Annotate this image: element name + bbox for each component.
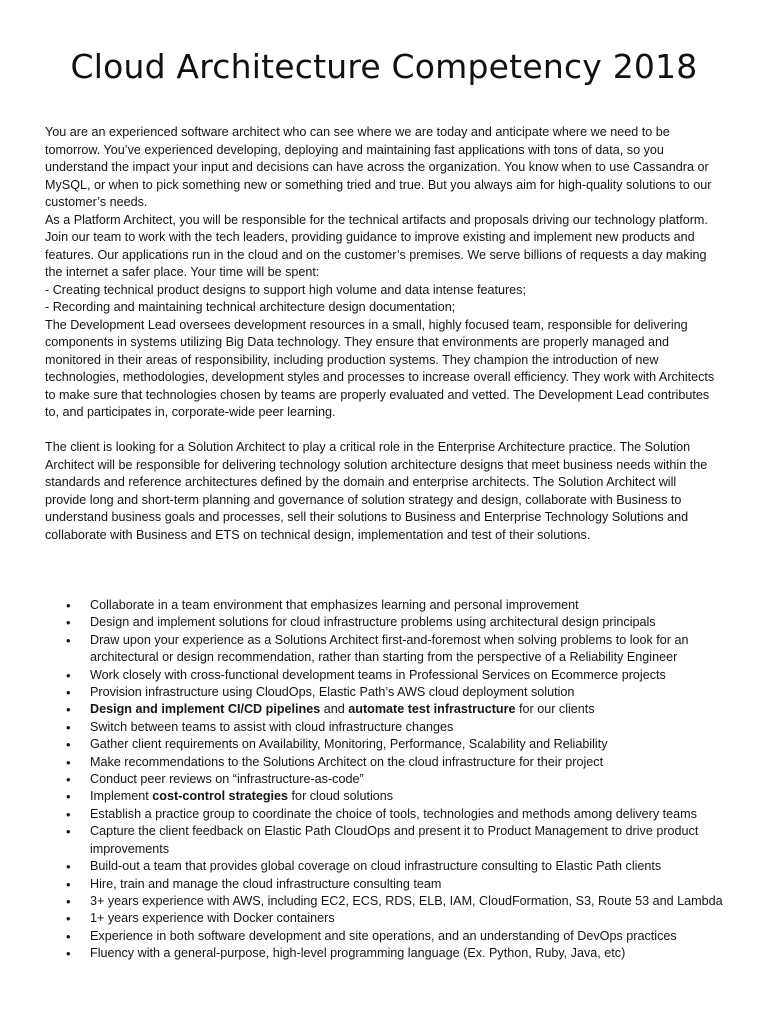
text-line: understand the impact your input and decisions can have across the organization. You know when to use Cassandra or [45,160,709,174]
list-item-line: Collaborate in a team environment that emphasizes learning and personal improvement [90,598,579,612]
bold-text: cost-control strategies [152,789,289,804]
list-item-line: Switch between teams to assist with cloud infrastructure changes [90,719,454,734]
text-line: collaborate with Business and ETS on technical design, implementation and test of their solutions. [45,527,591,542]
text-line: The Development Lead oversees development resources in a small, highly focused team, responsible for delivering [45,317,688,332]
text-span: Implement [90,789,153,804]
list-item [45,806,725,823]
text-line: - Creating technical product designs to support high volume and data intense features; [45,282,526,297]
bullet-icon: • [66,737,71,753]
list-item-line: Make recommendations to the Solutions Architect on the cloud infrastructure for their project [90,754,604,769]
document-title: Cloud Architecture Competency 2018 [70,47,698,86]
list-item-line: architectural or design recommendation, rather than starting from the perspective of a Reliability Engineer [90,650,678,665]
bullet-icon: • [66,928,71,944]
bullet-icon: • [66,946,71,962]
bullet-icon: • [66,911,71,927]
bullet-icon: • [66,806,71,822]
list-item-line: Gather client requirements on Availability, Monitoring, Performance, Scalability and Reliability [90,737,608,752]
list-item-line: improvements [90,841,170,856]
list-item-line: 3+ years experience with AWS, including EC2, ECS, RDS, ELB, IAM, CloudFormation, S3, Route 53 and Lambda [90,893,723,908]
list-item-line: Build-out a team that provides global coverage on cloud infrastructure consulting to Elastic Path clients [90,859,662,874]
text-line: Architect will be responsible for delivering technology solution architecture designs that meet business needs within the [45,457,708,472]
bullet-icon: • [66,754,71,770]
bullet-icon: • [66,719,71,735]
list-item [45,945,725,962]
list-item [45,701,725,718]
text-line: The client is looking for a Solution Architect to play a critical role in the Enterprise Architecture practice. The Solution [45,440,691,454]
list-item [45,893,725,910]
bold-text: Design and implement CI/CD pipelines [90,702,321,717]
text-line: technologies, methodologies, development styles and processes to increase overall efficiency. They work with Architects [45,370,715,384]
text-line: You are an experienced software architect who can see where we are today and anticipate where we need to be [45,125,670,139]
list-item-line: Hire, train and manage the cloud infrastructure consulting team [90,876,442,891]
text-line: - Recording and maintaining technical architecture design documentation; [45,300,456,314]
text-line: As a Platform Architect, you will be responsible for the technical artifacts and proposals driving our technology platform. [45,212,708,227]
list-item [45,928,725,945]
list-item-line: Conduct peer reviews on “infrastructure-as-code” [90,772,364,787]
bullet-icon: • [66,789,71,805]
text-line: components in systems utilizing Big Data technology. They ensure that environments are properly managed and [45,335,669,349]
text-line: Join our team to work with the tech leaders, providing guidance to improve existing and implement new products and [45,230,695,244]
bullet-icon: • [66,876,71,892]
bullet-icon: • [66,615,71,631]
list-item [45,614,725,631]
text-line: monitored in their areas of responsibility, including production systems. They champion the introduction of new [45,352,659,367]
intro-text [45,124,725,544]
list-item [45,771,725,788]
list-item [45,719,725,736]
bullet-icon: • [66,702,71,718]
bold-text: automate test infrastructure [348,702,516,717]
list-item-line: Establish a practice group to coordinate the choice of tools, technologies and methods among delivery teams [90,806,697,821]
list-item [45,858,725,875]
responsibilities-list [45,597,725,963]
bullet-icon: • [66,772,71,788]
text-span: for our clients [515,702,595,717]
list-item [45,632,725,667]
bullet-icon: • [66,632,71,648]
intro-paragraph-2 [45,439,725,544]
bullet-icon: • [66,859,71,875]
list-item [45,684,725,701]
text-line: understand business goals and processes, sell their solutions to Business and Enterprise Technology Solutions and [45,510,689,524]
list-item [45,667,725,684]
list-item-line: Experience in both software development and site operations, and an understanding of DevOps practices [90,928,677,943]
text-line: provide long and short-term planning and governance of solution strategy and design, collaborate with Business to [45,492,682,507]
bullet-icon: • [66,893,71,909]
text-line: customer’s needs. [45,195,148,209]
list-item [45,788,725,805]
list-item-line: Fluency with a general-purpose, high-level programming language (Ex. Python, Ruby, Java, etc) [90,946,626,961]
text-line: to make sure that technologies chosen by teams are properly evaluated and vetted. The Development Lead contributes [45,387,710,402]
text-line: MySQL, or when to pick something new or something tried and true. But you always aim for high-quality solutions to our [45,177,712,192]
list-item-line: 1+ years experience with Docker containers [90,911,335,926]
text-span: for cloud solutions [288,789,394,804]
list-item-line: Draw upon your experience as a Solutions Architect first-and-foremost when solving problems to look for an [90,632,689,647]
list-item-line: Work closely with cross-functional development teams in Professional Services on Ecommerce projects [90,667,666,682]
list-item-line: Capture the client feedback on Elastic Path CloudOps and present it to Product Management to drive product [90,824,699,839]
text-line: features. Our applications run in the cloud and on the customer’s premises. We serve billions of requests a day making [45,247,707,262]
text-span: and [320,702,349,717]
list-item-line: Provision infrastructure using CloudOps, Elastic Path’s AWS cloud deployment solution [90,685,575,700]
text-line: the internet a safer place. Your time will be spent: [45,265,320,279]
paragraph-gap [45,422,725,440]
list-item [45,736,725,753]
list-item [45,754,725,771]
list-item [45,597,725,614]
text-line: tomorrow. You’ve experienced developing, deploying and maintaining fast applications with tons of data, so you [45,142,664,157]
list-item [45,876,725,893]
list-item [45,823,725,858]
list-item [45,910,725,927]
bullet-icon: • [66,598,71,613]
bullet-icon: • [66,824,71,840]
text-line: to, and participates in, corporate-wide peer learning. [45,405,336,419]
bullet-icon: • [66,685,71,701]
list-item-line: Design and implement solutions for cloud infrastructure problems using architectural design principals [90,615,656,630]
bullet-icon: • [66,667,71,683]
text-line: standards and reference architectures defined by the domain and enterprise architects. The Solution Architect will [45,475,677,489]
intro-paragraph-1 [45,124,725,422]
